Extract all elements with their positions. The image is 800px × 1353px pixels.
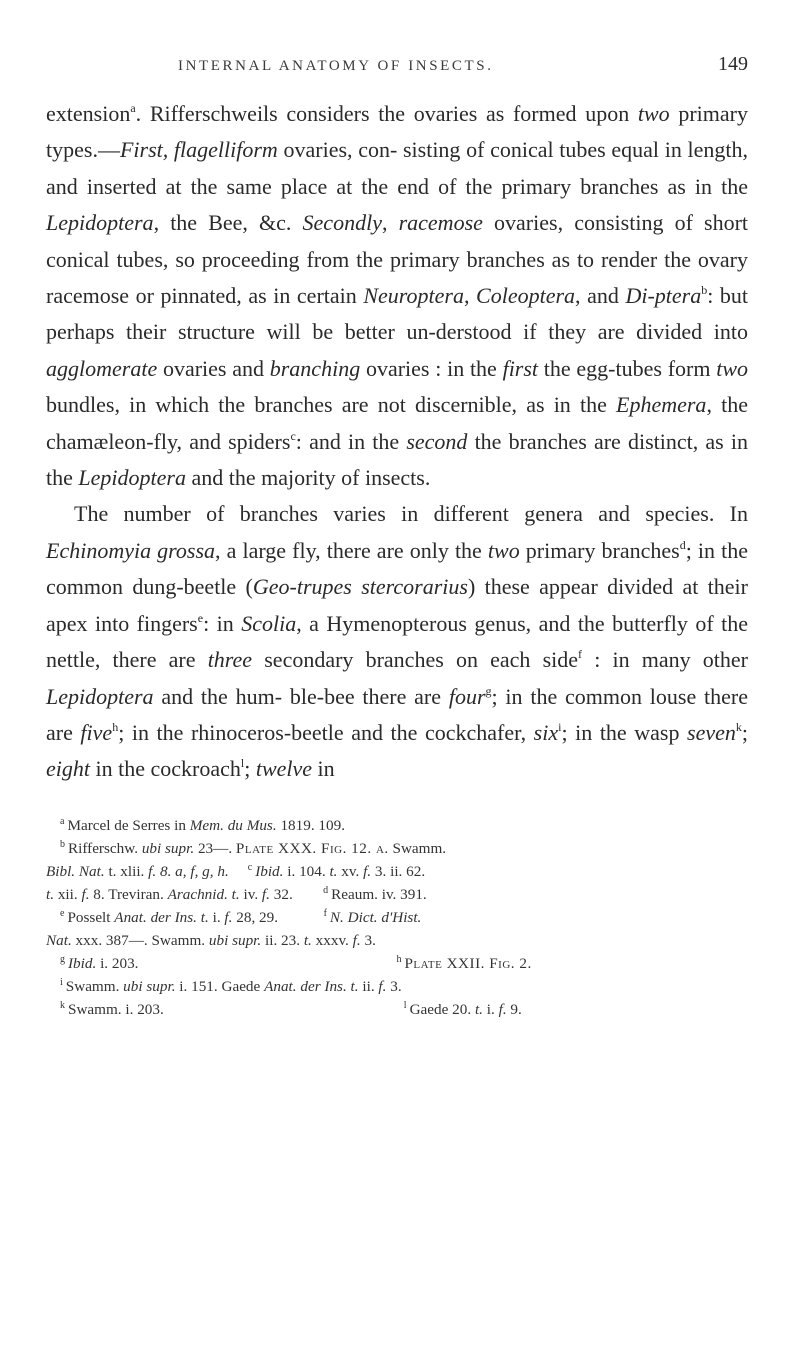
footnotes <box>46 814 748 1021</box>
paragraph-2: The number of branches varies in different genera and species. In Echinomyia grossa, a large fly, there are only the two primary branches$^d$; in the common dung-beetle (Geo-trupes stercorarius) these appear divided at their apex into fingers$^e$: in Scolia, a Hymenopterous genus, and the butterfly of the nettle, there are three secondary branches on each side$^f$ : in many other Lepidoptera and the hum- ble-bee there are four$^g$; in the common louse there are five$^h$; in the rhinoceros-beetle and the cockchafer, six$^i$; in the wasp seven$^k$; eight in the cockroach$^l$; twelve in <box>46 501 749 782</box>
footnote-f-cont: Nat. xxx. 387—. Swamm. ubi supr. ii. 23. t. xxxv. f. 3. <box>46 931 376 949</box>
footnote-a: $^a$ Marcel de Serres in Mem. du Mus. 1819. 109. <box>60 815 345 834</box>
footnote-d: $^d$ Reaum. iv. 391. <box>323 884 427 903</box>
footnote-l: $^l$ Gaede 20. t. i. f. 9. <box>403 999 522 1018</box>
footnote-b-cont: Bibl. Nat. t. xlii. f. 8. a, f, g, h. $^c$ Ibid. i. 104. t. xv. f. 3. ii. 62. <box>46 861 426 880</box>
footnote-k: $^k$ Swamm. i. 203. <box>60 999 164 1018</box>
footnote-k-l <box>46 998 748 1021</box>
footnote-g-h <box>46 952 748 975</box>
body-text <box>46 96 748 788</box>
footnote-c: $^c$ Ibid. i. 104. t. xv. f. 3. ii. 62. <box>247 861 426 880</box>
running-head: INTERNAL ANATOMY OF INSECTS. <box>178 58 494 74</box>
page-header <box>46 0 748 96</box>
footnote-f: $^f$ N. Dict. d'Hist. <box>323 907 422 926</box>
footnote-h: $^h$ Plate XXII. Fig. 2. <box>396 953 532 972</box>
footnote-g: $^g$ Ibid. i. 203. <box>60 953 139 972</box>
book-page <box>46 0 748 1021</box>
footnote-e: $^e$ Posselt Anat. der Ins. t. i. f. 28, 29. <box>60 907 279 926</box>
footnote-e-f <box>46 906 748 929</box>
footnote-b: $^b$ Rifferschw. ubi supr. 23—. Plate XXX. Fig. 12. a. Swamm. <box>60 838 447 857</box>
paragraph-1: extension$^a$. Rifferschweils considers the ovaries as formed upon two primary types.—First, flagelliform ovaries, con- sisting of conical tubes equal in length, and inserted at the same place at the end of the primary branches as in the Lepidoptera, the Bee, &c. Secondly, racemose ovaries, consisting of short conical tubes, so proceeding from the primary branches as to render the ovary racemose or pinnated, as in certain Neuroptera, Coleoptera, and Di-ptera$^b$: but perhaps their structure will be better un-derstood if they are divided into agglomerate ovaries and branching ovaries : in the first the egg-tubes form two bundles, in which the branches are not discernible, as in the Ephemera, the chamæleon-fly, and spiders$^c$: and in the second the branches are distinct, as in the Lepidoptera and the majority of insects. <box>46 101 749 491</box>
footnote-i: $^i$ Swamm. ubi supr. i. 151. Gaede Anat. der Ins. t. ii. f. 3. <box>60 976 402 995</box>
footnote-c-cont: t. xii. f. 8. Treviran. Arachnid. t. iv. f. 32. $^d$ Reaum. iv. 391. <box>46 884 427 903</box>
page-number: 149 <box>718 53 748 75</box>
